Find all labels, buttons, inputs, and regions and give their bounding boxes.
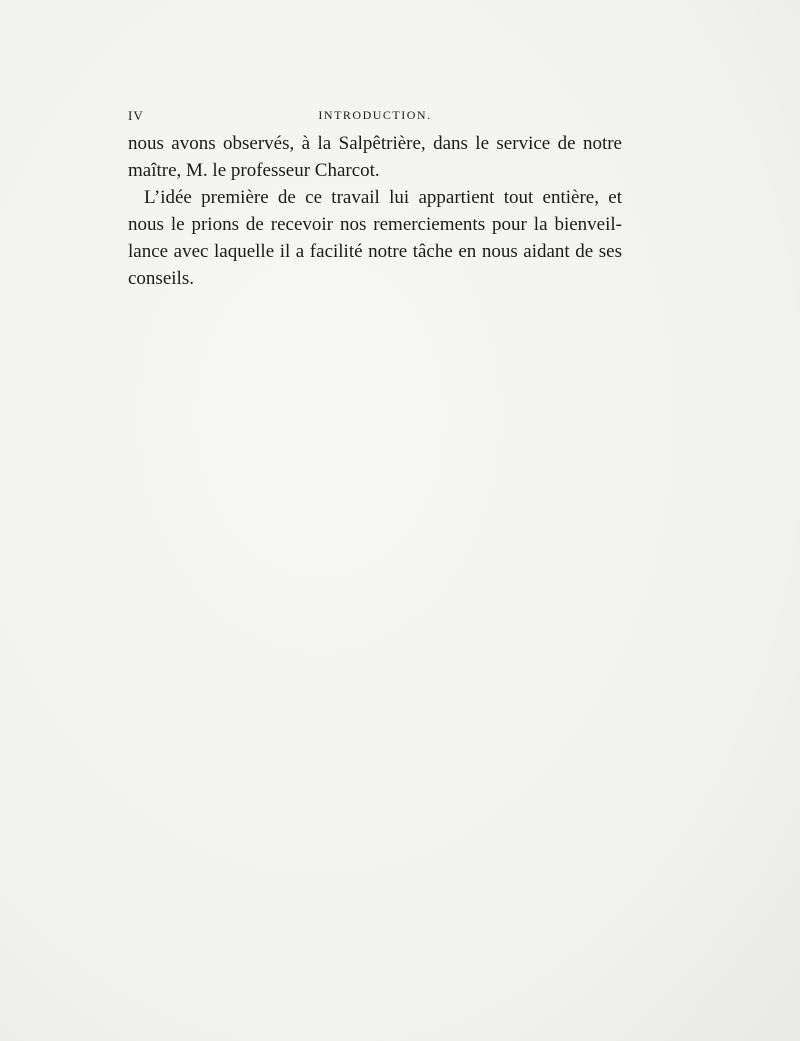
running-head xyxy=(128,108,622,128)
text-line: maître, M. le professeur Charcot. xyxy=(128,160,380,181)
text-line: L’idée première de ce travail lui appartient tout entière, et xyxy=(144,187,622,208)
page-number: IV xyxy=(128,108,144,123)
body-text xyxy=(128,130,622,292)
running-head-title: INTRODUCTION. xyxy=(318,108,432,122)
text-line: nous avons observés, à la Salpêtrière, dans le service de notre xyxy=(128,133,622,154)
show-through-background xyxy=(110,462,610,502)
paragraph-2 xyxy=(128,184,622,292)
paragraph-1 xyxy=(128,130,622,184)
text-line: conseils. xyxy=(128,268,194,289)
text-line: nous le prions de recevoir nos remerciements pour la bienveil- xyxy=(128,214,622,235)
text-line: lance avec laquelle il a facilité notre tâche en nous aidant de ses xyxy=(128,241,622,262)
